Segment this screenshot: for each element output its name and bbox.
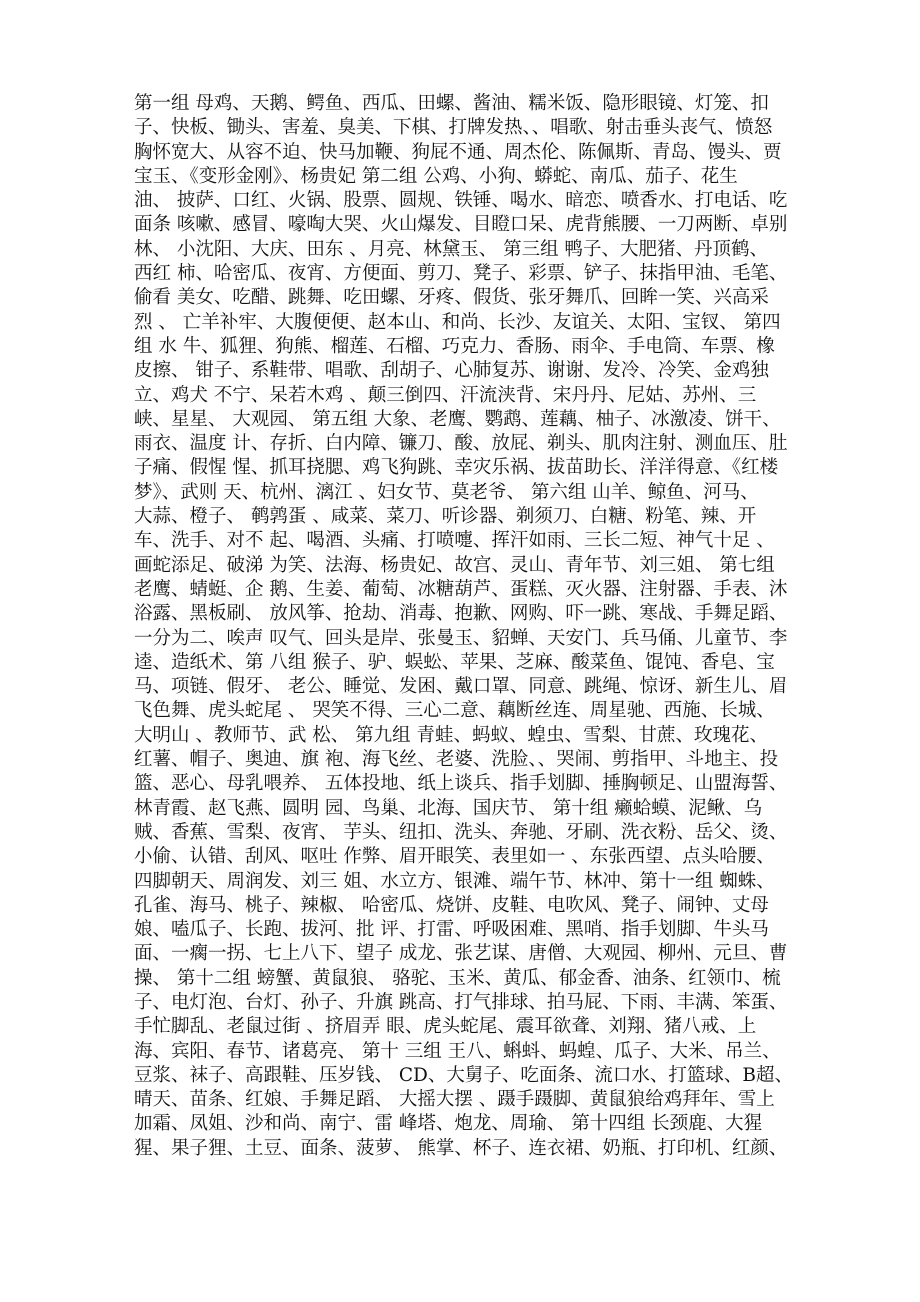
text-line: 娘、嗑瓜子、长跑、拔河、批 评、打雷、呼吸困难、黑哨、指手划脚、牛头马 <box>134 919 769 941</box>
text-line: 第一组 母鸡、天鹅、鳄鱼、西瓜、田螺、酱油、糯米饭、隐形眼镜、灯笼、扣 <box>134 93 769 114</box>
word-list-text <box>134 92 794 1161</box>
text-line: 豆浆、袜子、高跟鞋、压岁钱、 CD、大舅子、吃面条、流口水、打篮球、B超、 <box>134 1064 793 1086</box>
text-line: 子、电灯泡、台灯、孙子、升旗 跳高、打气排球、拍马屁、下雨、丰满、笨蛋、 <box>134 991 788 1013</box>
text-line: 胸怀宽大、从容不迫、快马加鞭、狗屁不通、周杰伦、陈佩斯、青岛、馒头、贾 <box>134 141 782 163</box>
text-line: 雨衣、温度 计、存折、白内障、镰刀、酸、放屁、剃头、肌肉注射、测血压、肚 <box>134 433 788 455</box>
text-line: 峡、星星、 大观园、 第五组 大象、老鹰、鹦鹉、莲藕、柚子、冰激凌、饼干、 <box>134 408 781 430</box>
text-line: 林青霞、赵飞燕、圆明 园、鸟巢、北海、国庆节、 第十组 癞蛤蟆、泥鳅、乌 <box>134 797 763 819</box>
text-line: 面条 咳嗽、感冒、嚎啕大哭、火山爆发、目瞪口呆、虎背熊腰、一刀两断、卓别 <box>134 214 788 236</box>
text-line: 逵、造纸术、第 八组 猴子、驴、蜈蚣、苹果、芝麻、酸菜鱼、馄饨、香皂、宝 <box>134 651 775 673</box>
text-line: 一分为二、唉声 叹气、回头是岸、张曼玉、貂蝉、天安门、兵马俑、儿童节、李 <box>134 627 788 649</box>
text-line: 浴露、黑板刷、 放风筝、抢劫、消毒、抱歉、网购、吓一跳、寒战、手舞足蹈、 <box>134 603 788 625</box>
text-line: 立、鸡犬 不宁、呆若木鸡 、颠三倒四、汗流浃背、宋丹丹、尼姑、苏州、三 <box>134 384 757 406</box>
text-line: 大蒜、橙子、 鹌鹑蛋 、咸菜、菜刀、听诊器、剃须刀、白糖、粉笔、辣、开 <box>134 506 757 528</box>
text-line: 子痛、假惺 惺、抓耳挠腮、鸡飞狗跳、幸灾乐祸、拔苗助长、洋洋得意、《红楼 <box>134 457 779 479</box>
text-line: 林、 小沈阳、大庆、田东 、月亮、林黛玉、 第三组 鸭子、大肥猪、丹顶鹤、 <box>134 238 769 260</box>
text-line: 马、项链、假牙、 老公、睡觉、发困、戴口罩、同意、跳绳、惊讶、新生儿、眉 <box>134 676 788 698</box>
text-line: 篮、恶心、母乳喂养、 五体投地、纸上谈兵、指手划脚、捶胸顿足、山盟海誓、 <box>134 773 788 795</box>
text-line: 皮擦、 钳子、系鞋带、唱歌、刮胡子、心肺复苏、谢谢、发冷、冷笑、金鸡独 <box>134 360 769 382</box>
text-line: 宝玉、《变形金刚》、杨贵妃 第二组 公鸡、小狗、蟒蛇、南瓜、茄子、花生 <box>134 165 738 187</box>
text-line: 梦》、武则 天、杭州、漓江 、妇女节、莫老爷、 第六组 山羊、鲸鱼、河马、 <box>134 481 759 503</box>
text-line: 红薯、帽子、奥迪、旗 袍、海飞丝、老婆、洗脸、、哭闹、剪指甲、斗地主、投 <box>134 749 779 771</box>
text-line: 孔雀、海马、桃子、辣椒、 哈密瓜、烧饼、皮鞋、电吹风、凳子、闹钟、丈母 <box>134 894 769 916</box>
text-line: 大明山 、教师节、武 松、 第九组 青蛙、蚂蚁、蝗虫、雪梨、甘蔗、玫瑰花、 <box>134 724 769 746</box>
text-line: 车、洗手、对不 起、喝酒、头痛、打喷嚏、挥汗如雨、三长二短、神气十足 、 <box>134 530 775 552</box>
text-line: 画蛇添足、破涕 为笑、法海、杨贵妃、故宫、灵山、青年节、刘三姐、 第七组 <box>134 554 775 576</box>
text-line: 操、 第十二组 螃蟹、黄鼠狼、 骆驼、玉米、黄瓜、郁金香、油条、红领巾、梳 <box>134 967 781 989</box>
text-line: 老鹰、蜻蜓、企 鹅、生姜、葡萄、冰糖葫芦、蛋糕、灭火器、注射器、手表、沐 <box>134 578 788 600</box>
text-line: 手忙脚乱、老鼠过街 、挤眉弄 眼、虎头蛇尾、震耳欲聋、刘翔、猪八戒、上 <box>134 1016 757 1038</box>
text-line: 海、宾阳、春节、诸葛亮、 第十 三组 王八、蝌蚪、蚂蝗、瓜子、大米、吊兰、 <box>134 1040 781 1062</box>
text-line: 晴天、苗条、红娘、手舞足蹈、 大摇大摆 、蹑手蹑脚、黄鼠狼给鸡拜年、雪上 <box>134 1089 775 1111</box>
text-line: 小偷、认错、刮风、呕吐 作弊、眉开眼笑、表里如一 、东张西望、点头哈腰、 <box>134 846 775 868</box>
text-line: 加霜、凤姐、沙和尚、南宁、雷 峰塔、炮龙、周瑜、 第十四组 长颈鹿、大猩 <box>134 1113 763 1135</box>
text-line: 偷看 美女、吃醋、跳舞、吃田螺、牙疼、假货、张牙舞爪、回眸一笑、兴高采 <box>134 287 769 309</box>
text-line: 面、一瘸一拐、七上八下、望子 成龙、张艺谋、唐僧、大观园、柳州、元旦、曹 <box>134 943 788 965</box>
text-line: 猩、果子狸、土豆、面条、菠萝、 熊掌、杯子、连衣裙、奶瓶、打印机、红颜、 <box>134 1137 788 1159</box>
text-line: 组 水 牛、狐狸、狗熊、榴莲、石榴、巧克力、香肠、雨伞、手电筒、车票、橡 <box>134 335 775 357</box>
text-line: 西红 柿、哈密瓜、夜宵、方便面、剪刀、凳子、彩票、铲子、抹指甲油、毛笔、 <box>134 263 788 285</box>
text-line: 油、 披萨、口红、火锅、股票、圆规、铁锤、喝水、暗恋、喷香水、打电话、吃 <box>134 190 788 212</box>
text-line: 四脚朝天、周润发、刘三 姐、水立方、银滩、端午节、林冲、第十一组 蜘蛛、 <box>134 870 775 892</box>
text-line: 飞色舞、虎头蛇尾 、 哭笑不得、三心二意、藕断丝连、周星驰、西施、长城、 <box>134 700 775 722</box>
text-line: 贼、香蕉、雪梨、夜宵、 芋头、纽扣、洗头、奔驰、牙刷、洗衣粉、岳父、烫、 <box>134 821 788 843</box>
text-line: 烈 、 亡羊补牢、大腹便便、赵本山、和尚、长沙、友谊关、太阳、宝钗、 第四 <box>134 311 781 333</box>
text-line: 子、快板、锄头、害羞、臭美、下棋、打牌发热、、唱歌、射击垂头丧气、愤怒 <box>134 117 773 139</box>
